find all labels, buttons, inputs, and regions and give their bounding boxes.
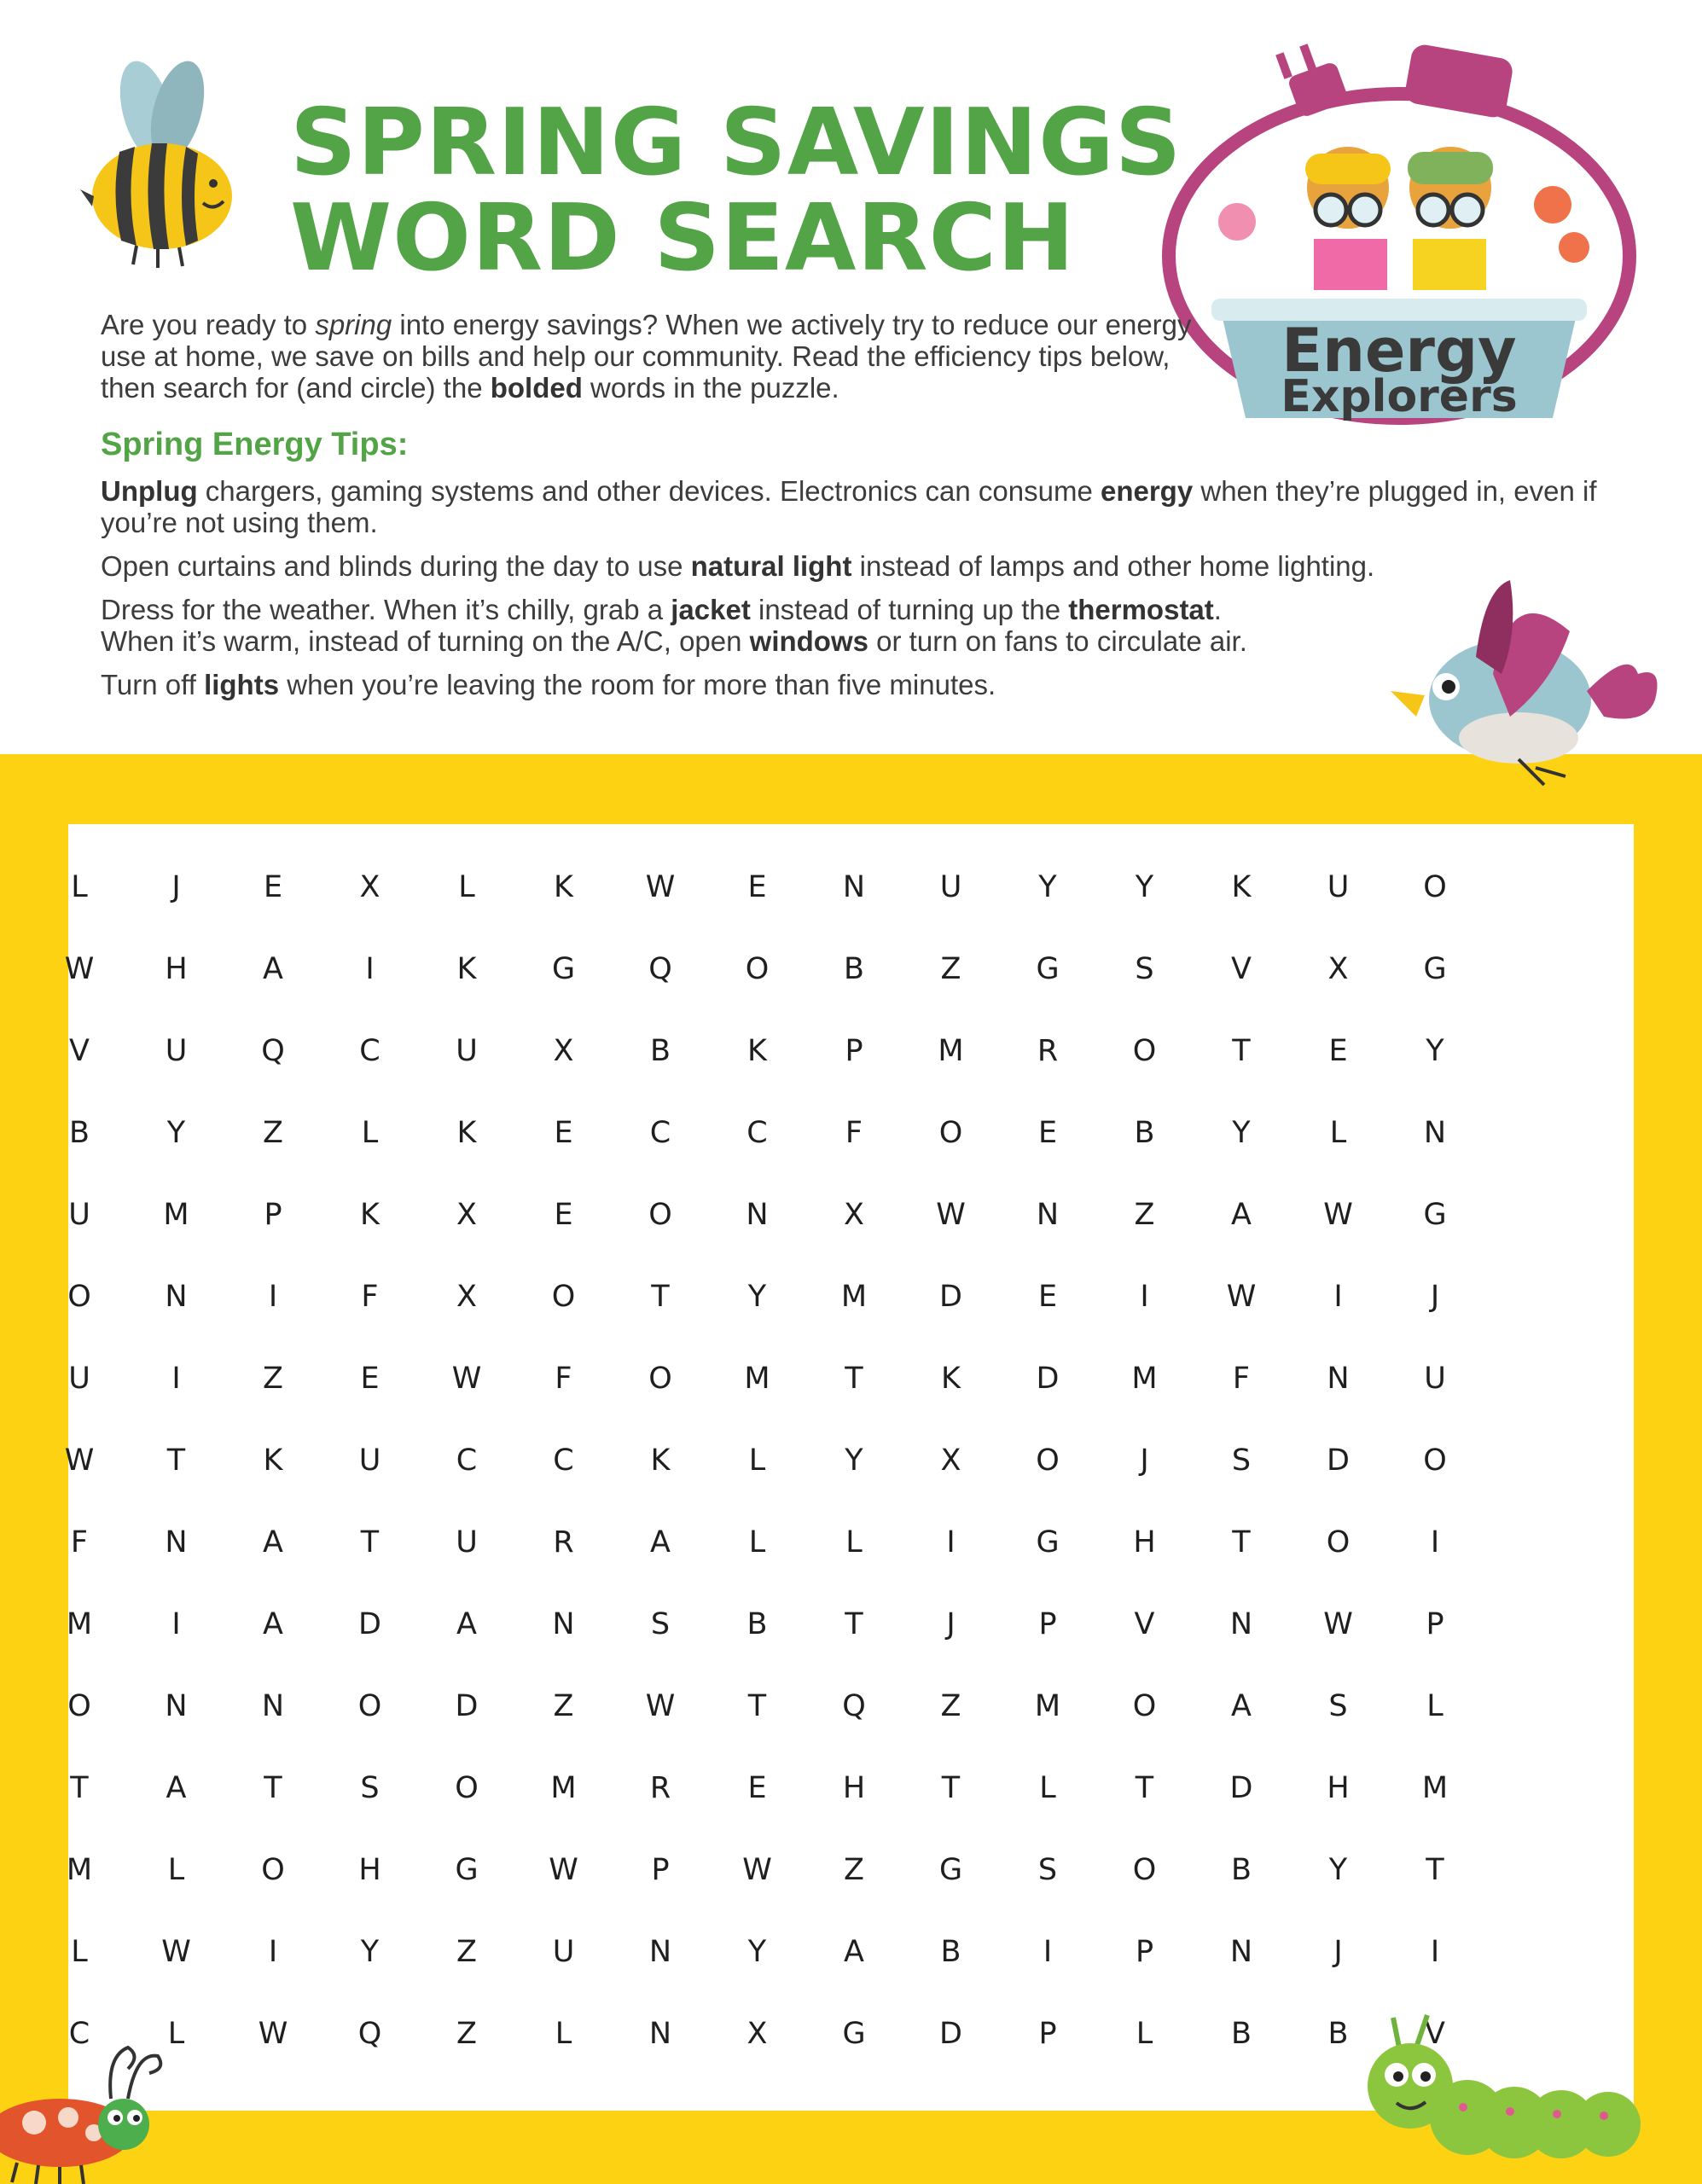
- tip-unplug: [101, 475, 1602, 538]
- bee-illustration: [77, 51, 247, 273]
- grid-letter[interactable]: Y: [1426, 1034, 1444, 1068]
- grid-letter[interactable]: F: [361, 1280, 379, 1314]
- grid-letter[interactable]: A: [263, 1607, 283, 1641]
- title-line-1: SPRING SAVINGS: [290, 90, 1182, 196]
- grid-letter[interactable]: I: [1430, 1935, 1440, 1969]
- tip-text: Open curtains and blinds during the day to use: [101, 550, 691, 582]
- grid-letter[interactable]: U: [165, 1034, 188, 1068]
- grid-letter[interactable]: G: [1036, 952, 1060, 986]
- grid-letter[interactable]: E: [554, 1116, 573, 1150]
- grid-letter[interactable]: E: [554, 1198, 573, 1232]
- grid-letter[interactable]: M: [66, 1607, 93, 1641]
- grid-letter[interactable]: X: [844, 1198, 864, 1232]
- grid-letter[interactable]: K: [263, 1443, 283, 1478]
- grid-letter[interactable]: P: [264, 1198, 282, 1232]
- grid-letter[interactable]: K: [1231, 870, 1252, 904]
- grid-letter[interactable]: V: [1134, 1607, 1155, 1641]
- grid-letter[interactable]: W: [1323, 1607, 1353, 1641]
- page-title: [290, 90, 1182, 292]
- grid-letter[interactable]: G: [1423, 1198, 1447, 1232]
- grid-letter[interactable]: F: [1232, 1362, 1251, 1396]
- grid-letter[interactable]: D: [1229, 1771, 1253, 1805]
- grid-letter[interactable]: N: [1423, 1116, 1447, 1150]
- grid-letter[interactable]: L: [71, 1935, 88, 1969]
- grid-letter[interactable]: G: [1423, 952, 1447, 986]
- grid-letter[interactable]: Z: [844, 1853, 864, 1887]
- grid-letter[interactable]: H: [1327, 1771, 1350, 1805]
- grid-letter[interactable]: O: [1132, 1853, 1157, 1887]
- grid-letter[interactable]: W: [161, 1935, 191, 1969]
- keyword-energy: energy: [1100, 475, 1194, 507]
- grid-letter[interactable]: Q: [842, 1689, 866, 1723]
- tip-lights: [101, 669, 1602, 700]
- grid-letter[interactable]: H: [842, 1771, 866, 1805]
- grid-letter[interactable]: L: [167, 2017, 185, 2051]
- grid-letter[interactable]: T: [845, 1607, 863, 1641]
- puzzle-grid-panel: [64, 824, 1634, 2111]
- grid-letter[interactable]: W: [645, 1689, 676, 1723]
- grid-letter[interactable]: I: [1043, 1935, 1053, 1969]
- grid-letter[interactable]: D: [358, 1607, 381, 1641]
- grid-letter[interactable]: N: [1327, 1362, 1350, 1396]
- grid-letter[interactable]: L: [71, 870, 88, 904]
- grid-letter[interactable]: A: [1231, 1198, 1252, 1232]
- grid-letter[interactable]: C: [456, 1443, 478, 1478]
- grid-letter[interactable]: A: [456, 1607, 477, 1641]
- grid-letter[interactable]: P: [1426, 1607, 1444, 1641]
- ladybug-illustration: [0, 2022, 171, 2184]
- grid-letter[interactable]: P: [651, 1853, 670, 1887]
- grid-letter[interactable]: W: [1323, 1198, 1353, 1232]
- grid-letter[interactable]: S: [1328, 1689, 1348, 1723]
- grid-letter[interactable]: E: [360, 1362, 380, 1396]
- grid-letter[interactable]: H: [165, 952, 188, 986]
- grid-letter[interactable]: B: [1327, 2017, 1349, 2051]
- grid-letter[interactable]: F: [70, 1525, 89, 1560]
- grid-letter[interactable]: N: [1036, 1198, 1060, 1232]
- grid-letter[interactable]: U: [1327, 870, 1350, 904]
- grid-letter[interactable]: O: [1326, 1525, 1351, 1560]
- keyword-jacket: jacket: [671, 594, 751, 625]
- grid-letter[interactable]: N: [1229, 1935, 1253, 1969]
- grid-letter[interactable]: W: [64, 1443, 95, 1478]
- grid-letter[interactable]: S: [650, 1607, 671, 1641]
- grid-letter[interactable]: O: [67, 1689, 91, 1723]
- grid-letter[interactable]: A: [650, 1525, 671, 1560]
- grid-letter[interactable]: T: [1232, 1034, 1251, 1068]
- grid-letter[interactable]: I: [1140, 1280, 1149, 1314]
- grid-letter[interactable]: Z: [263, 1362, 283, 1396]
- grid-letter[interactable]: U: [552, 1935, 575, 1969]
- grid-letter[interactable]: K: [554, 870, 573, 904]
- grid-letter[interactable]: Z: [553, 1689, 574, 1723]
- grid-letter[interactable]: K: [360, 1198, 380, 1232]
- grid-letter[interactable]: N: [165, 1525, 188, 1560]
- grid-letter[interactable]: D: [455, 1689, 479, 1723]
- grid-letter[interactable]: P: [1038, 2017, 1057, 2051]
- grid-letter[interactable]: Z: [940, 1689, 961, 1723]
- grid-letter[interactable]: V: [1425, 2017, 1445, 2051]
- grid-letter[interactable]: L: [845, 1525, 863, 1560]
- intro-bold-word: bolded: [490, 372, 583, 404]
- tip-natural-light: [101, 550, 1602, 582]
- keyword-windows: windows: [749, 625, 868, 657]
- grid-letter[interactable]: X: [456, 1198, 477, 1232]
- tip-text: or turn on fans to circulate air.: [868, 625, 1247, 657]
- grid-letter[interactable]: Q: [648, 952, 672, 986]
- grid-letter[interactable]: E: [1328, 1034, 1348, 1068]
- grid-letter[interactable]: J: [171, 870, 181, 904]
- tip-text: instead of turning up the: [750, 594, 1069, 625]
- grid-letter[interactable]: B: [746, 1607, 768, 1641]
- grid-letter[interactable]: Y: [747, 1280, 767, 1314]
- grid-letter[interactable]: I: [946, 1525, 956, 1560]
- grid-letter[interactable]: F: [845, 1116, 863, 1150]
- tip-text: when they’re plugged in, even if you’re not using them.: [101, 475, 1597, 538]
- tip-text: chargers, gaming systems and other devices. Electronics can consume: [197, 475, 1101, 507]
- grid-letter[interactable]: U: [456, 1525, 478, 1560]
- grid-letter[interactable]: T: [1135, 1771, 1154, 1805]
- grid-letter[interactable]: T: [941, 1771, 961, 1805]
- grid-letter[interactable]: C: [746, 1116, 768, 1150]
- grid-letter[interactable]: G: [551, 952, 576, 986]
- grid-letter[interactable]: X: [359, 870, 380, 904]
- grid-letter[interactable]: Q: [261, 1034, 285, 1068]
- grid-letter[interactable]: Y: [1232, 1116, 1251, 1150]
- grid-letter[interactable]: B: [1230, 2017, 1252, 2051]
- logo-line-1: Energy: [1281, 316, 1517, 386]
- tip-text: When it’s warm, instead of turning on the A/C, open: [101, 625, 750, 657]
- grid-letter[interactable]: M: [840, 1280, 868, 1314]
- grid-letter[interactable]: C: [359, 1034, 380, 1068]
- grid-letter[interactable]: T: [360, 1525, 380, 1560]
- caterpillar-illustration: [1352, 2013, 1659, 2184]
- keyword-unplug: Unplug: [101, 475, 198, 507]
- grid-letter[interactable]: S: [1231, 1443, 1252, 1478]
- grid-letter[interactable]: K: [747, 1034, 767, 1068]
- grid-letter[interactable]: M: [1034, 1689, 1061, 1723]
- intro-text-3: words in the puzzle.: [582, 372, 839, 404]
- grid-letter[interactable]: U: [456, 1034, 478, 1068]
- grid-letter[interactable]: I: [171, 1362, 181, 1396]
- grid-letter[interactable]: U: [358, 1443, 381, 1478]
- tips-heading: Spring Energy Tips:: [101, 427, 409, 462]
- grid-letter[interactable]: N: [165, 1280, 188, 1314]
- grid-letter[interactable]: E: [1037, 1116, 1058, 1150]
- grid-letter[interactable]: L: [748, 1443, 766, 1478]
- grid-letter[interactable]: U: [1424, 1362, 1446, 1396]
- grid-letter[interactable]: I: [1333, 1280, 1343, 1314]
- grid-letter[interactable]: C: [553, 1443, 574, 1478]
- grid-letter[interactable]: Y: [1328, 1853, 1348, 1887]
- grid-letter[interactable]: R: [649, 1771, 671, 1805]
- grid-letter[interactable]: S: [1037, 1853, 1058, 1887]
- grid-letter[interactable]: N: [1229, 1607, 1253, 1641]
- grid-letter[interactable]: G: [455, 1853, 479, 1887]
- grid-letter[interactable]: Y: [166, 1116, 186, 1150]
- grid-letter[interactable]: O: [67, 1280, 91, 1314]
- grid-letter[interactable]: Z: [456, 1935, 477, 1969]
- keyword-natural-light: natural light: [690, 550, 852, 582]
- grid-letter[interactable]: I: [268, 1280, 278, 1314]
- grid-letter[interactable]: O: [745, 952, 770, 986]
- grid-letter[interactable]: L: [361, 1116, 379, 1150]
- grid-letter[interactable]: A: [263, 1525, 283, 1560]
- tip-text: .: [1213, 594, 1222, 625]
- grid-letter[interactable]: W: [645, 870, 676, 904]
- energy-explorers-logo: [1152, 43, 1647, 427]
- grid-letter[interactable]: Z: [1134, 1198, 1155, 1232]
- grid-letter[interactable]: F: [555, 1362, 572, 1396]
- grid-letter[interactable]: W: [936, 1198, 966, 1232]
- grid-letter[interactable]: I: [1430, 1525, 1440, 1560]
- grid-letter[interactable]: B: [843, 952, 864, 986]
- grid-letter[interactable]: M: [744, 1362, 770, 1396]
- grid-letter[interactable]: D: [939, 1280, 962, 1314]
- grid-letter[interactable]: G: [1036, 1525, 1060, 1560]
- grid-letter[interactable]: C: [649, 1116, 671, 1150]
- grid-letter[interactable]: S: [360, 1771, 380, 1805]
- keyword-lights: lights: [204, 669, 280, 700]
- grid-letter[interactable]: U: [68, 1362, 90, 1396]
- grid-letter[interactable]: M: [550, 1771, 577, 1805]
- grid-letter[interactable]: Z: [263, 1116, 283, 1150]
- grid-letter[interactable]: W: [64, 952, 95, 986]
- grid-letter[interactable]: J: [1333, 1935, 1343, 1969]
- grid-letter[interactable]: K: [941, 1362, 961, 1396]
- grid-letter[interactable]: A: [263, 952, 283, 986]
- grid-letter[interactable]: E: [747, 1771, 767, 1805]
- grid-letter[interactable]: A: [166, 1771, 187, 1805]
- grid-letter[interactable]: E: [1037, 1280, 1058, 1314]
- grid-letter[interactable]: V: [69, 1034, 90, 1068]
- grid-letter[interactable]: G: [938, 1853, 963, 1887]
- grid-letter[interactable]: E: [747, 870, 767, 904]
- logo-line-2: Explorers: [1281, 371, 1518, 422]
- grid-letter[interactable]: R: [1037, 1034, 1059, 1068]
- grid-letter[interactable]: Q: [357, 2017, 382, 2051]
- grid-letter[interactable]: N: [648, 1935, 672, 1969]
- grid-letter[interactable]: T: [70, 1771, 89, 1805]
- grid-letter[interactable]: L: [1039, 1771, 1056, 1805]
- grid-letter[interactable]: P: [1038, 1607, 1057, 1641]
- grid-letter[interactable]: W: [1226, 1280, 1257, 1314]
- grid-letter[interactable]: P: [845, 1034, 863, 1068]
- grid-letter[interactable]: H: [1133, 1525, 1156, 1560]
- grid-letter[interactable]: L: [748, 1525, 766, 1560]
- grid-letter[interactable]: M: [163, 1198, 189, 1232]
- grid-letter[interactable]: K: [456, 1116, 477, 1150]
- grid-letter[interactable]: O: [1132, 1034, 1157, 1068]
- grid-letter[interactable]: N: [746, 1198, 769, 1232]
- intro-text-2: into energy savings? When we actively try to reduce our energy use at home, we save on bills and help our community. Read the efficiency tips below, then search for (and circle) the: [101, 309, 1192, 404]
- grid-letter[interactable]: M: [1421, 1771, 1449, 1805]
- grid-letter[interactable]: T: [1232, 1525, 1251, 1560]
- grid-letter[interactable]: X: [746, 2017, 768, 2051]
- grid-letter[interactable]: I: [365, 952, 375, 986]
- grid-letter[interactable]: B: [1230, 1853, 1252, 1887]
- grid-letter[interactable]: W: [742, 1853, 772, 1887]
- grid-letter[interactable]: N: [842, 870, 866, 904]
- grid-letter[interactable]: T: [845, 1362, 863, 1396]
- grid-letter[interactable]: Y: [747, 1935, 767, 1969]
- grid-letter[interactable]: Y: [845, 1443, 863, 1478]
- grid-letter[interactable]: M: [938, 1034, 964, 1068]
- intro-paragraph: [101, 309, 1210, 404]
- grid-letter[interactable]: O: [648, 1362, 672, 1396]
- grid-letter[interactable]: Z: [456, 2017, 477, 2051]
- bird-illustration: [1382, 580, 1672, 802]
- grid-letter[interactable]: T: [166, 1443, 186, 1478]
- grid-letter[interactable]: K: [650, 1443, 671, 1478]
- grid-letter[interactable]: B: [68, 1116, 90, 1150]
- grid-letter[interactable]: C: [68, 2017, 90, 2051]
- grid-letter[interactable]: X: [1327, 952, 1349, 986]
- grid-letter[interactable]: M: [66, 1853, 93, 1887]
- grid-letter[interactable]: U: [939, 870, 962, 904]
- grid-letter[interactable]: O: [1423, 870, 1447, 904]
- grid-letter[interactable]: I: [171, 1607, 181, 1641]
- grid-letter[interactable]: K: [456, 952, 477, 986]
- grid-letter[interactable]: X: [553, 1034, 574, 1068]
- grid-letter[interactable]: O: [261, 1853, 285, 1887]
- grid-letter[interactable]: G: [842, 2017, 866, 2051]
- grid-letter[interactable]: N: [648, 2017, 672, 2051]
- grid-letter[interactable]: W: [258, 2017, 288, 2051]
- grid-letter[interactable]: M: [1131, 1362, 1158, 1396]
- grid-letter[interactable]: A: [844, 1935, 864, 1969]
- tip-text: Turn off: [101, 669, 205, 700]
- grid-letter[interactable]: O: [938, 1116, 963, 1150]
- intro-text-1: Are you ready to: [101, 309, 316, 340]
- grid-letter[interactable]: V: [1231, 952, 1252, 986]
- grid-letter[interactable]: O: [357, 1689, 382, 1723]
- grid-letter[interactable]: O: [455, 1771, 479, 1805]
- intro-emphasis: spring: [315, 309, 392, 340]
- grid-letter[interactable]: L: [555, 2017, 572, 2051]
- grid-letter[interactable]: I: [268, 1935, 278, 1969]
- grid-letter[interactable]: O: [551, 1280, 576, 1314]
- grid-letter[interactable]: B: [649, 1034, 671, 1068]
- keyword-thermostat: thermostat: [1068, 594, 1214, 625]
- tip-text: Dress for the weather. When it’s chilly, grab a: [101, 594, 671, 625]
- grid-letter[interactable]: B: [1134, 1116, 1155, 1150]
- grid-letter[interactable]: Y: [1038, 870, 1057, 904]
- grid-letter[interactable]: O: [1423, 1443, 1447, 1478]
- grid-letter[interactable]: N: [552, 1607, 575, 1641]
- grid-letter[interactable]: D: [1327, 1443, 1350, 1478]
- grid-letter[interactable]: T: [651, 1280, 670, 1314]
- grid-letter[interactable]: J: [1430, 1280, 1440, 1314]
- grid-letter[interactable]: Y: [360, 1935, 380, 1969]
- grid-letter[interactable]: O: [1036, 1443, 1060, 1478]
- grid-letter[interactable]: D: [1036, 1362, 1060, 1396]
- grid-letter[interactable]: N: [261, 1689, 285, 1723]
- grid-letter[interactable]: E: [263, 870, 283, 904]
- title-line-2: WORD SEARCH: [290, 185, 1076, 292]
- grid-letter[interactable]: P: [1135, 1935, 1154, 1969]
- tip-text: instead of lamps and other home lighting.: [851, 550, 1375, 582]
- grid-letter[interactable]: J: [946, 1607, 956, 1641]
- grid-letter[interactable]: X: [940, 1443, 961, 1478]
- grid-letter[interactable]: Z: [940, 952, 961, 986]
- grid-letter[interactable]: H: [358, 1853, 381, 1887]
- grid-letter[interactable]: L: [1329, 1116, 1347, 1150]
- grid-letter[interactable]: B: [940, 1935, 961, 1969]
- grid-letter[interactable]: T: [747, 1689, 767, 1723]
- grid-letter[interactable]: T: [1426, 1853, 1444, 1887]
- grid-letter[interactable]: W: [549, 1853, 578, 1887]
- grid-letter[interactable]: D: [939, 2017, 962, 2051]
- grid-letter[interactable]: U: [68, 1198, 90, 1232]
- grid-letter[interactable]: S: [1135, 952, 1154, 986]
- grid-letter[interactable]: R: [553, 1525, 574, 1560]
- grid-letter[interactable]: X: [456, 1280, 477, 1314]
- grid-letter[interactable]: L: [1426, 1689, 1444, 1723]
- grid-letter[interactable]: O: [1132, 1689, 1157, 1723]
- socket-icon: [1403, 43, 1514, 119]
- grid-letter[interactable]: L: [1136, 2017, 1153, 2051]
- grid-letter[interactable]: L: [167, 1853, 185, 1887]
- grid-letter[interactable]: N: [165, 1689, 188, 1723]
- grid-letter[interactable]: O: [648, 1198, 672, 1232]
- grid-letter[interactable]: T: [264, 1771, 282, 1805]
- grid-letter[interactable]: A: [1231, 1689, 1252, 1723]
- tip-weather: [101, 594, 1602, 657]
- grid-letter[interactable]: W: [451, 1362, 482, 1396]
- grid-letter[interactable]: J: [1140, 1443, 1149, 1478]
- grid-letter[interactable]: L: [458, 870, 475, 904]
- grid-letter[interactable]: Y: [1135, 870, 1154, 904]
- tip-text: when you’re leaving the room for more than five minutes.: [279, 669, 996, 700]
